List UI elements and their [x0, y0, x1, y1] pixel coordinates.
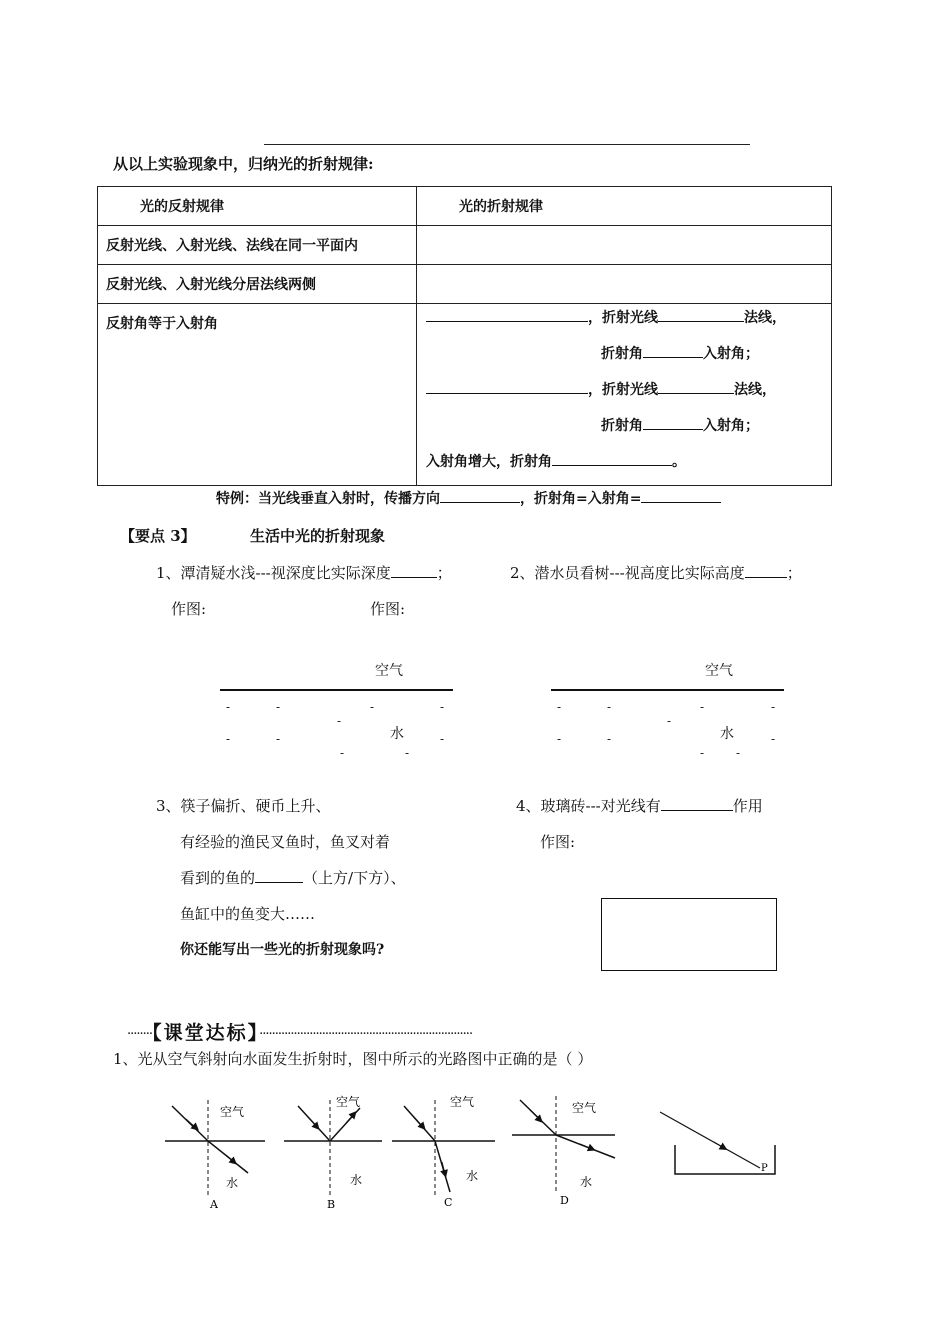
water-dash: -: [607, 700, 612, 714]
water-label-2: 水: [720, 726, 734, 742]
option-a-label: A: [210, 1198, 218, 1211]
water-dash: -: [771, 700, 776, 714]
reflection-rule-3: 反射角等于入射角: [106, 316, 218, 332]
header-refraction: 光的折射规律: [459, 199, 543, 215]
question-2: 2、潜水员看树---视高度比实际高度 ；: [510, 564, 802, 582]
air-label-a: 空气: [220, 1105, 245, 1119]
refraction-line-5: 入射角增大，折射角 。: [426, 451, 686, 471]
water-surface-1: [220, 689, 453, 691]
water-surface-2: [551, 689, 784, 691]
water-dash: -: [700, 746, 705, 760]
air-label-1: 空气: [375, 663, 403, 679]
container-diagram: [660, 1112, 775, 1174]
answer-line-top: [264, 144, 750, 145]
water-label-1: 水: [390, 726, 404, 742]
water-dash: -: [337, 714, 342, 728]
draw-label-2: 作图:: [370, 600, 406, 618]
water-dash: -: [736, 746, 741, 760]
section3-subtitle: 生活中光的折射现象: [250, 527, 386, 545]
option-c-label: C: [444, 1196, 453, 1209]
dotted-leader: ····································································: [259, 1026, 473, 1042]
reflection-rule-1: 反射光线、入射光线、法线在同一平面内: [106, 238, 358, 254]
question-1: 1、潭清疑水浅---视深度比实际深度 ；: [156, 564, 452, 582]
water-dash: -: [226, 732, 231, 746]
refraction-answer-2: [417, 265, 832, 304]
water-dash: -: [557, 732, 562, 746]
classroom-title-row: [127, 1018, 472, 1045]
water-label-a: 水: [226, 1176, 239, 1190]
point-p-label: P: [761, 1163, 768, 1174]
special-case: 特例：当光线垂直入射时，传播方向 ，折射角=入射角=: [216, 488, 721, 508]
water-dash: -: [226, 700, 231, 714]
diagram-c: [392, 1094, 495, 1209]
water-label-b: 水: [350, 1173, 363, 1187]
water-label-c: 水: [466, 1169, 479, 1183]
air-label-b: 空气: [336, 1095, 361, 1109]
question-4: 4、玻璃砖---对光线有 作用: [516, 797, 763, 815]
water-dash: -: [340, 746, 345, 760]
refraction-line-1: ，折射光线 法线，: [426, 307, 786, 327]
draw-label-4: 作图:: [540, 833, 576, 851]
water-dash: -: [700, 700, 705, 714]
option-d-label: D: [560, 1194, 569, 1207]
water-dash: -: [557, 700, 562, 714]
water-dash: -: [440, 732, 445, 746]
water-dash: -: [276, 732, 281, 746]
refraction-line-3: ，折射光线 法线，: [426, 379, 776, 399]
draw-label-1: 作图:: [171, 600, 207, 618]
question-3-line-4: 鱼缸中的鱼变大……: [180, 905, 316, 923]
question-3-line-3: 看到的鱼的 （上方/下方）、: [180, 869, 406, 887]
option-b-label: B: [327, 1198, 336, 1211]
intro-text: 从以上实验现象中，归纳光的折射规律:: [113, 155, 374, 173]
reflection-rule-2: 反射光线、入射光线分居法线两侧: [106, 277, 316, 293]
refraction-diagrams: [150, 1082, 800, 1230]
classroom-title: 【课堂达标】: [152, 1022, 260, 1044]
water-dash: -: [771, 732, 776, 746]
header-reflection: 光的反射规律: [140, 199, 224, 215]
diagram-d: [512, 1096, 615, 1207]
water-dash: -: [607, 732, 612, 746]
refraction-line-4: 折射角 入射角；: [601, 415, 759, 435]
refraction-answer-1: [417, 226, 832, 265]
air-label-2: 空气: [705, 663, 733, 679]
question-3-line-1: 3、筷子偏折、硬币上升、: [156, 797, 331, 815]
question-3-prompt: 你还能写出一些光的折射现象吗?: [180, 942, 385, 958]
section3-title: 【要点 3】: [120, 527, 196, 545]
water-dash: -: [667, 714, 672, 728]
diagram-b: [284, 1094, 382, 1211]
water-dash: -: [370, 700, 375, 714]
dotted-leader: ········: [127, 1026, 153, 1042]
air-label-c: 空气: [450, 1095, 475, 1109]
question-3-line-2: 有经验的渔民叉鱼时，鱼叉对着: [180, 833, 391, 851]
water-dash: -: [405, 746, 410, 760]
water-label-d: 水: [580, 1175, 593, 1189]
diagram-a: [165, 1100, 265, 1211]
rules-table: [97, 186, 832, 486]
air-label-d: 空气: [572, 1101, 597, 1115]
water-dash: -: [440, 700, 445, 714]
glass-brick-box: [601, 898, 777, 971]
classroom-question-1: 1、光从空气斜射向水面发生折射时，图中所示的光路图中正确的是（ ）: [113, 1050, 593, 1068]
water-dash: -: [276, 700, 281, 714]
refraction-line-2: 折射角 入射角；: [601, 343, 759, 363]
